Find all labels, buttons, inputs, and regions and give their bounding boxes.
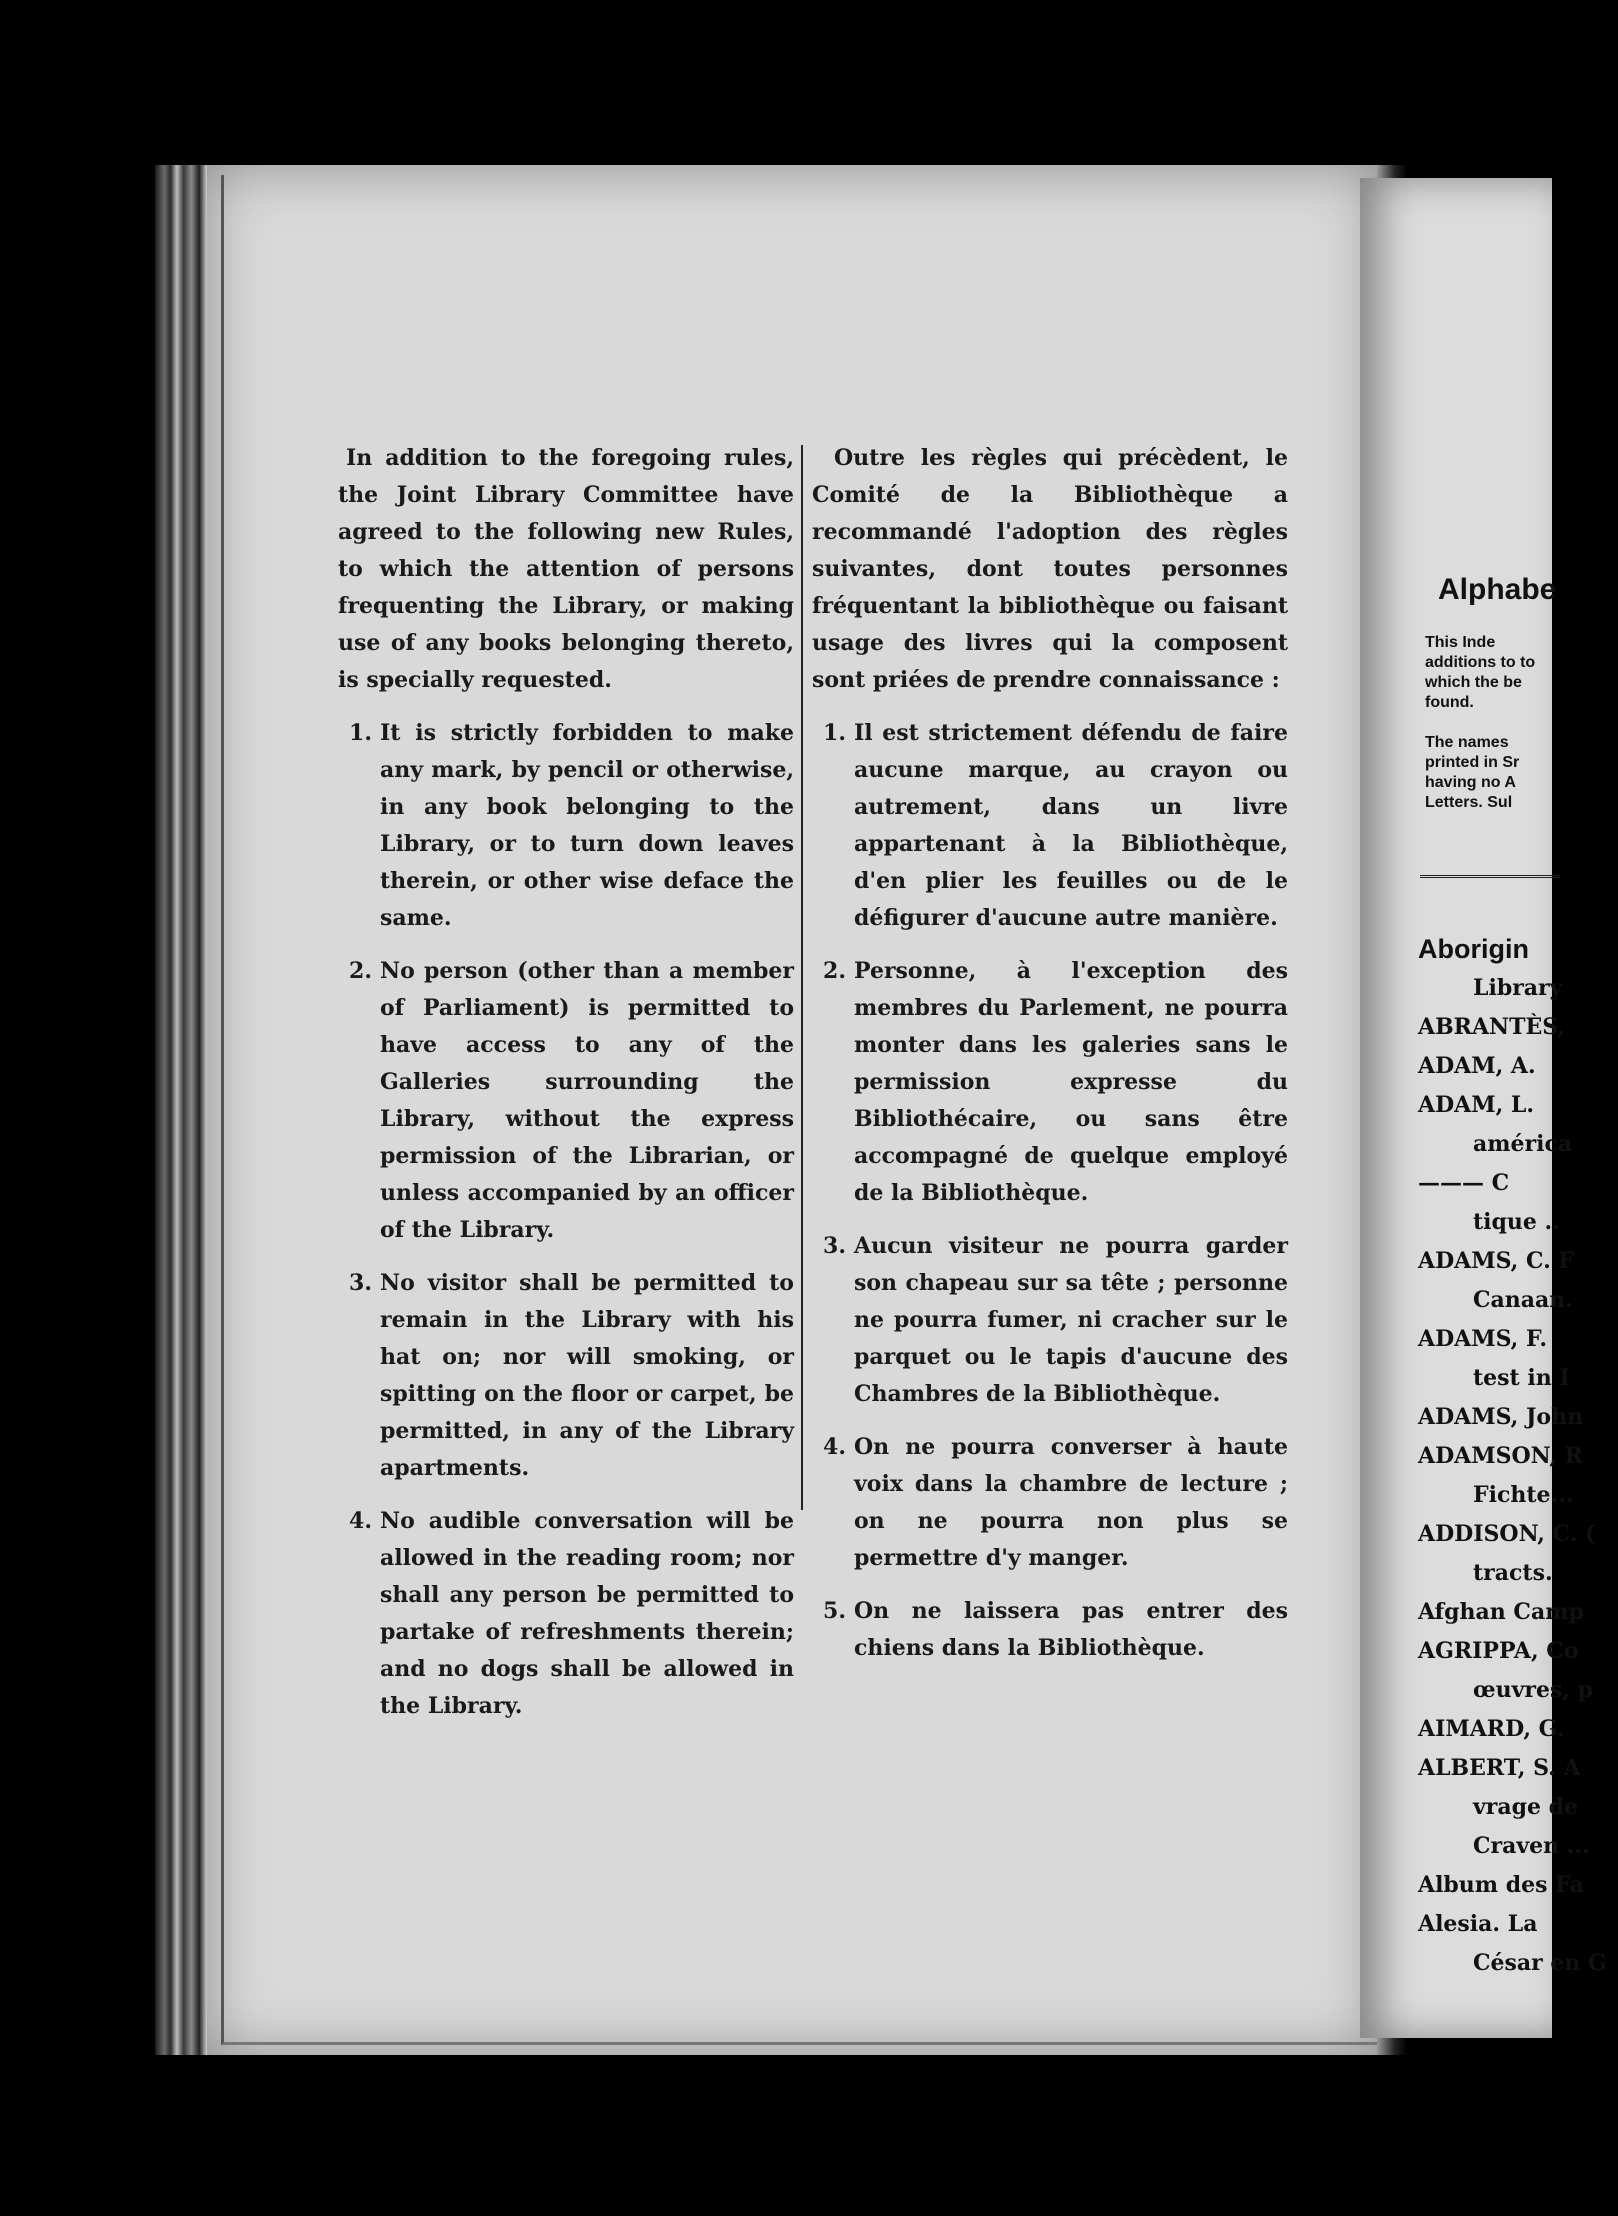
index-entry: Afghan Camp <box>1418 1599 1584 1625</box>
french-intro: Outre les règles qui précèdent, le Comité de la Bibliothèque a recommandé l'adoption des règles suivantes, dont toutes personnes fréquentant la bibliothèque ou faisant usage des livres qui la composent sont priées de prendre connaissance : <box>812 445 1288 693</box>
english-rules <box>338 715 794 1725</box>
rule-number: 5. <box>823 1598 846 1624</box>
rule-text: Il est strictement défendu de faire aucune marque, au crayon ou autrement, dans un livre appartenant à la Bibliothèque, d'en plier les feuilles ou de le défigurer d'aucune autre manière. <box>854 720 1288 931</box>
english-rule <box>338 1503 794 1725</box>
book-binding <box>155 165 207 2055</box>
english-rule <box>338 953 794 1249</box>
rule-number: 4. <box>823 1434 846 1460</box>
english-column <box>338 440 794 1741</box>
index-entry: ADAMS, John <box>1418 1404 1584 1430</box>
rule-number: 1. <box>349 720 372 746</box>
index-entry: AIMARD, G. <box>1418 1716 1565 1742</box>
index-entry: Library <box>1473 975 1563 1001</box>
rule-text: Personne, à l'exception des membres du Parlement, ne pourra monter dans les galeries sans le permission expresse du Bibliothécaire, ou sans être accompagné de quelque employé de la Bibliothèque. <box>854 958 1288 1206</box>
index-entry: Alesia. La <box>1418 1911 1538 1937</box>
rule-text: No visitor shall be permitted to remain in the Library with his hat on; nor will smoking, or spitting on the floor or carpet, be permitted, in any of the Library apartments. <box>380 1270 794 1481</box>
index-note-1: This Inde additions to to which the be found. <box>1425 634 1536 711</box>
index-entry: ADDISON, C. ( <box>1418 1521 1596 1547</box>
index-entry: ABRANTÈS, <box>1418 1014 1566 1040</box>
rule-number: 1. <box>823 720 846 746</box>
right-page <box>1360 178 1607 2038</box>
index-entry: ADAMS, F. <box>1418 1326 1548 1352</box>
index-entry: ——— C <box>1418 1170 1510 1196</box>
rule-text: On ne laissera pas entrer des chiens dans la Bibliothèque. <box>854 1598 1288 1661</box>
index-entry: ADAM, A. <box>1418 1053 1536 1079</box>
index-entry: ADAM, L. <box>1418 1092 1535 1118</box>
index-entry: œuvres, p <box>1473 1677 1594 1703</box>
index-entry: Aborigin <box>1418 934 1529 964</box>
french-column <box>812 440 1288 1683</box>
index-note <box>1425 633 1565 813</box>
index-entry: tique .. <box>1473 1209 1560 1235</box>
french-rule <box>812 1429 1288 1577</box>
french-rule <box>812 715 1288 937</box>
index-entry: vrage de <box>1473 1794 1579 1820</box>
french-rule <box>812 1593 1288 1667</box>
column-divider <box>801 445 803 1510</box>
index-entry: test in I <box>1473 1365 1570 1391</box>
index-entry: Album des Fa <box>1418 1872 1584 1898</box>
rule-number: 2. <box>823 958 846 984</box>
rule-text: No audible conversation will be allowed in the reading room; nor shall any person be permitted to partake of refreshments therein; and no dogs shall be allowed in the Library. <box>380 1508 794 1719</box>
rule-number: 3. <box>823 1233 846 1259</box>
index-title: Alphabe <box>1438 573 1557 606</box>
index-entry: ALBERT, S. A <box>1418 1755 1581 1781</box>
french-rule <box>812 953 1288 1212</box>
index-entry: Craven ... <box>1473 1833 1590 1859</box>
english-rule <box>338 1265 794 1487</box>
index-entry: AGRIPPA, Co <box>1418 1638 1579 1664</box>
index-entries <box>1418 930 1618 1983</box>
french-rules <box>812 715 1288 1667</box>
index-note-2: The names printed in Sr having no A Letters. Sul <box>1425 734 1520 811</box>
rule-text: It is strictly forbidden to make any mark, by pencil or otherwise, in any book belonging to the Library, or to turn down leaves therein, or other wise deface the same. <box>380 720 794 931</box>
index-entry: Fichte... <box>1473 1482 1574 1508</box>
index-entry: César en G <box>1473 1950 1607 1976</box>
rule-number: 4. <box>349 1508 372 1534</box>
rule-number: 3. <box>349 1270 372 1296</box>
index-entry: américa <box>1473 1131 1573 1157</box>
rule-number: 2. <box>349 958 372 984</box>
index-entry: tracts. <box>1473 1560 1553 1586</box>
rule-text: No person (other than a member of Parliament) is permitted to have access to any of the Galleries surrounding the Library, without the express permission of the Librarian, or unless accompanied by an officer of the Library. <box>380 958 794 1243</box>
french-rule <box>812 1228 1288 1413</box>
index-entry: ADAMS, C. F <box>1418 1248 1575 1274</box>
rule-text: On ne pourra converser à haute voix dans la chambre de lecture ; on ne pourra non plus se permettre d'y manger. <box>854 1434 1288 1571</box>
index-entry: Canaan. <box>1473 1287 1573 1313</box>
english-intro: In addition to the foregoing rules, the Joint Library Committee have agreed to the following new Rules, to which the attention of persons frequenting the Library, or making use of any books belonging thereto, is specially requested. <box>338 445 794 693</box>
english-rule <box>338 715 794 937</box>
divider-rule <box>1420 875 1560 881</box>
index-entry: ADAMSON, R <box>1418 1443 1583 1469</box>
rule-text: Aucun visiteur ne pourra garder son chapeau sur sa tête ; personne ne pourra fumer, ni cracher sur le parquet ou le tapis d'aucune des Chambres de la Bibliothèque. <box>854 1233 1288 1407</box>
